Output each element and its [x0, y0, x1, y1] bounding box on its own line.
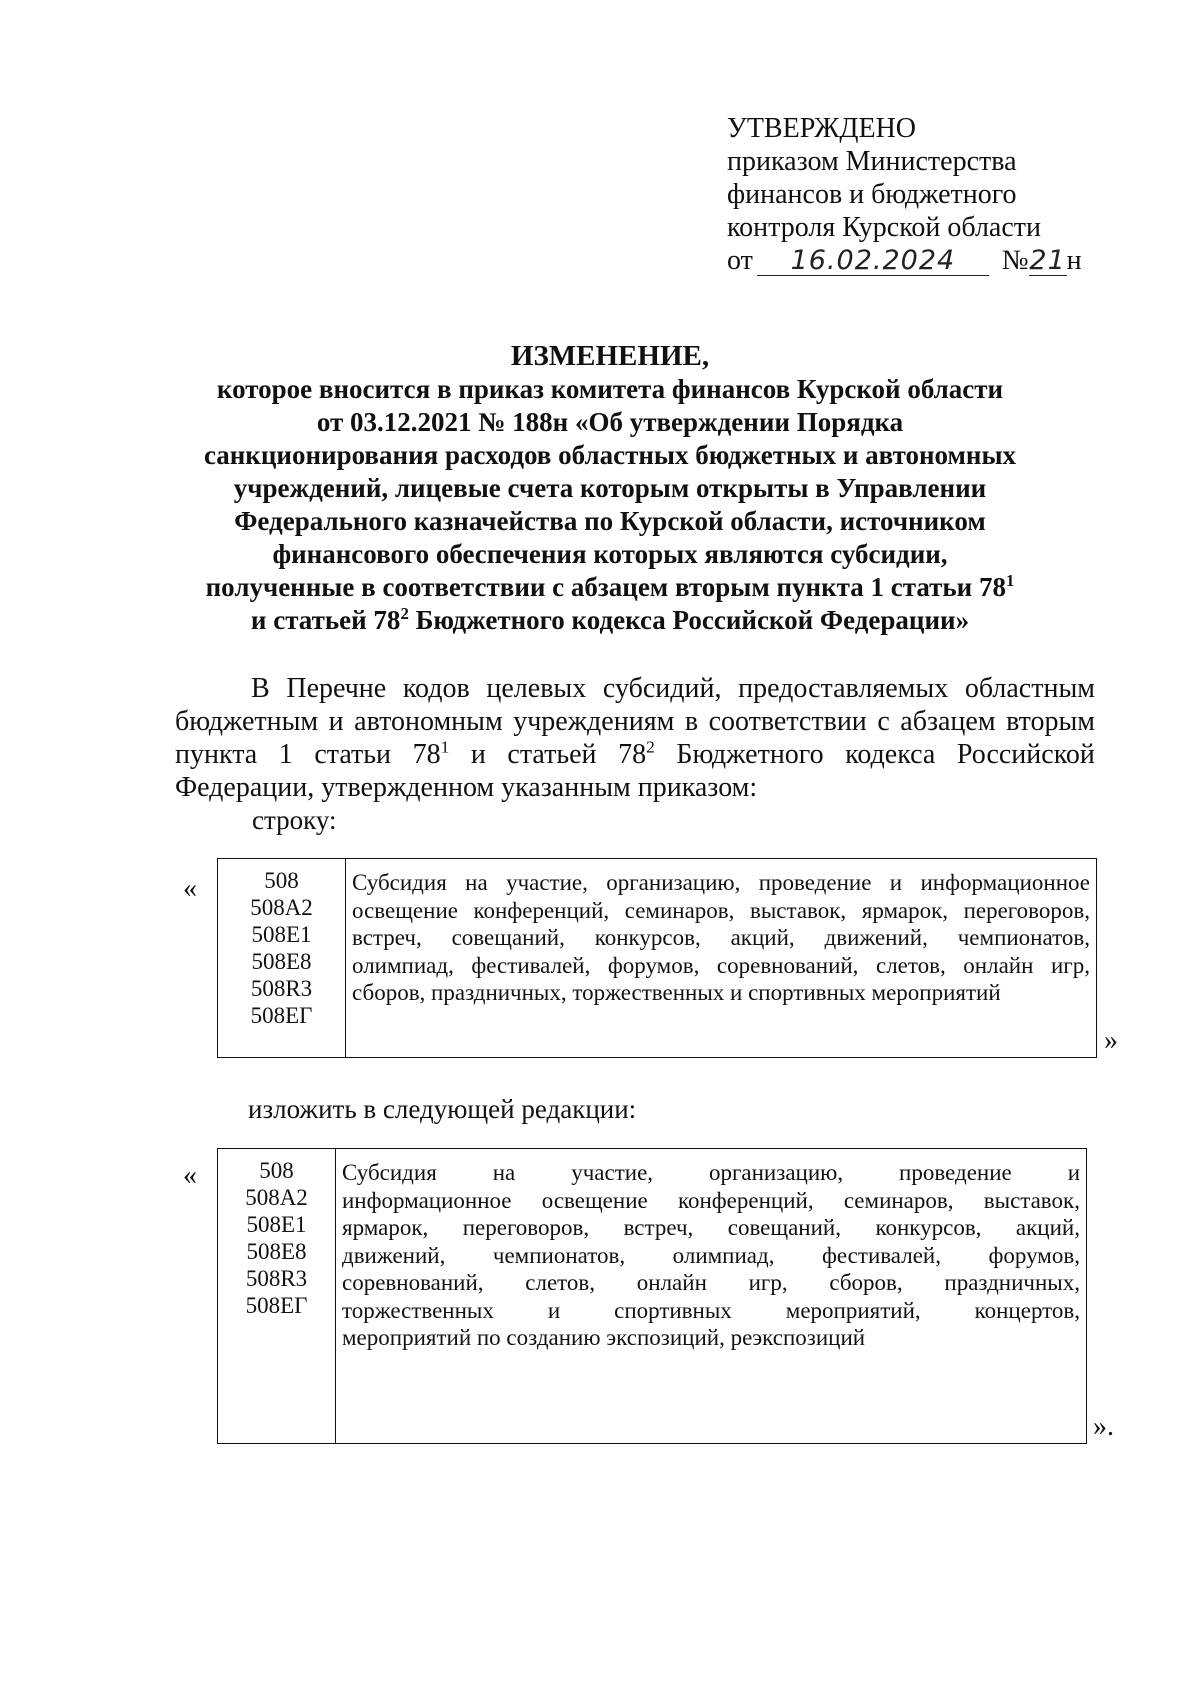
- desc-line: [342, 1297, 1080, 1325]
- word: вторым: [1006, 706, 1095, 737]
- open-quote-2: «: [183, 1160, 197, 1191]
- desc-line: [342, 1269, 1080, 1297]
- word: выставок,: [749, 897, 847, 923]
- word: чемпионатов,: [492, 1242, 626, 1268]
- approval-title: УТВЕРЖДЕНО: [727, 113, 917, 144]
- word: участие,: [506, 870, 588, 895]
- word: фестивалей,: [471, 952, 591, 978]
- desc-line: [352, 924, 1090, 952]
- desc-line: [342, 1159, 1080, 1187]
- heading-line-8: [150, 604, 1070, 637]
- word: Российской: [956, 739, 1095, 770]
- open-quote-1: «: [183, 873, 197, 904]
- word: чемпионатов,: [957, 925, 1090, 950]
- description-cell: [346, 859, 1097, 1058]
- body-line-1: [175, 672, 1095, 705]
- word: участие,: [571, 1160, 654, 1185]
- desc-line: [342, 1242, 1080, 1270]
- word: ярмарок,: [342, 1215, 429, 1240]
- codes-cell: [218, 1149, 336, 1444]
- approval-date-line: [727, 244, 1082, 277]
- word: кодов: [402, 673, 470, 704]
- new-codes-table: [217, 1148, 1087, 1444]
- word: организацию,: [708, 1160, 844, 1185]
- word: субсидий,: [602, 673, 722, 704]
- word: фестивалей,: [822, 1242, 941, 1268]
- word: слетов,: [875, 952, 946, 978]
- desc-line: [342, 1214, 1080, 1242]
- approval-line-2: финансов и бюджетного: [727, 179, 1017, 210]
- word: организацию,: [606, 870, 741, 895]
- heading-line-4: учреждений, лицевые счета которым открыты в Управлении: [233, 473, 987, 503]
- word: и: [547, 1297, 561, 1323]
- word: предоставляемых: [738, 673, 949, 704]
- code: 508Е8: [251, 949, 312, 974]
- word: форумов,: [607, 952, 700, 978]
- word: Бюджетного: [676, 739, 824, 770]
- word: статьей: [507, 739, 597, 770]
- approval-line-1: приказом Министерства: [727, 146, 1017, 177]
- word: спортивных: [614, 1297, 732, 1323]
- label-replace: изложить в следующей редакции:: [248, 1094, 637, 1124]
- word: статьи: [314, 739, 392, 770]
- word: мероприятий,: [785, 1297, 921, 1323]
- word: торжественных: [342, 1297, 494, 1323]
- word: Перечне: [286, 673, 387, 704]
- word: слетов,: [525, 1270, 596, 1295]
- word: соревнований,: [342, 1270, 484, 1295]
- heading-line-2: от 03.12.2021 № 188н «Об утверждении Порядка: [316, 407, 904, 437]
- body-paragraph: [175, 672, 1095, 804]
- word: 1: [278, 739, 293, 770]
- word: конкурсов,: [594, 925, 701, 950]
- word: переговоров,: [963, 897, 1090, 923]
- code: 508ЕГ: [245, 1293, 308, 1318]
- word: освещение: [541, 1187, 648, 1213]
- word: на: [465, 870, 488, 895]
- body-line-3: [175, 738, 1095, 771]
- word: и: [328, 706, 344, 737]
- desc-line: мероприятий по созданию экспозиций, реэкспозиций: [342, 1325, 866, 1350]
- word: онлайн: [636, 1270, 707, 1295]
- word: 78: [618, 739, 647, 770]
- date-prefix: от: [727, 245, 753, 276]
- word: проведение: [758, 870, 872, 895]
- heading-title: ИЗМЕНЕНИЕ,: [510, 340, 710, 372]
- code: 508А2: [250, 895, 313, 920]
- superscript: 1: [440, 737, 450, 757]
- code: 508Е8: [246, 1239, 307, 1264]
- approval-block: [727, 112, 1082, 277]
- word: встреч,: [352, 925, 422, 950]
- word: учреждениям: [513, 706, 675, 737]
- heading-sup-2: 2: [400, 604, 409, 623]
- word: Субсидия: [342, 1160, 437, 1185]
- superscript: 2: [646, 737, 655, 757]
- code: 508Е1: [251, 922, 312, 947]
- number-sign: №: [1001, 245, 1029, 276]
- desc-line: [352, 897, 1090, 925]
- table-row: [218, 1149, 1087, 1444]
- word: встреч,: [623, 1215, 694, 1240]
- heading-line-8-end: Бюджетного кодекса Российской Федерации»: [408, 605, 970, 635]
- body-line-4: Федерации, утвержденном указанным приказом:: [175, 772, 758, 803]
- word: 78: [412, 739, 441, 770]
- heading-line-5: Федерального казначейства по Курской области, источником: [234, 506, 986, 536]
- word: совещаний,: [451, 925, 565, 950]
- codes-cell: [218, 859, 346, 1058]
- word: областным: [964, 673, 1095, 704]
- word: целевых: [486, 673, 587, 704]
- word: информационное: [342, 1187, 512, 1213]
- word: семинаров,: [843, 1187, 954, 1213]
- old-codes-table: [217, 858, 1097, 1058]
- heading-line-8-start: и статьей 78: [250, 605, 401, 635]
- word: акций,: [1015, 1215, 1080, 1240]
- word: конференций,: [473, 897, 610, 923]
- word: с: [877, 706, 890, 737]
- code: 508: [264, 868, 299, 893]
- handwritten-number: 21: [1029, 245, 1066, 276]
- word: семинаров,: [624, 897, 735, 923]
- close-quote-1: »: [1104, 1025, 1118, 1056]
- word: конкурсов,: [875, 1215, 982, 1240]
- word: освещение: [352, 897, 458, 923]
- word: конференций,: [677, 1187, 814, 1213]
- word: проведение: [899, 1160, 1012, 1185]
- number-suffix: н: [1066, 245, 1082, 276]
- handwritten-date: 16.02.2024: [757, 247, 989, 276]
- word: соответствии: [708, 706, 867, 737]
- word: движений,: [824, 925, 928, 950]
- heading-sup-1: 1: [1006, 571, 1015, 590]
- code: 508ЕГ: [250, 1003, 313, 1028]
- word: переговоров,: [462, 1215, 590, 1240]
- word: в: [684, 706, 699, 737]
- word: и: [1067, 1160, 1080, 1185]
- close-quote-2: ».: [1093, 1411, 1114, 1442]
- body-line-2: [175, 705, 1095, 738]
- heading-line-3: санкционирования расходов областных бюджетных и автономных: [203, 440, 1017, 470]
- desc-line: [352, 869, 1090, 897]
- word: концертов,: [974, 1297, 1080, 1323]
- word: праздничных,: [944, 1270, 1080, 1295]
- word: игр,: [748, 1270, 788, 1295]
- word: бюджетным: [175, 706, 319, 737]
- heading-line-7-text: полученные в соответствии с абзацем вторым пункта 1 статьи 78: [205, 572, 1006, 602]
- word-with-sup: [618, 738, 655, 771]
- word: совещаний,: [727, 1215, 841, 1240]
- word: онлайн: [963, 952, 1034, 978]
- word: В: [251, 673, 270, 704]
- desc-line: сборов, праздничных, торжественных и спортивных мероприятий: [352, 980, 1001, 1005]
- word: олимпиад,: [352, 952, 454, 978]
- word: пункта: [175, 739, 258, 770]
- word: ярмарок,: [861, 897, 949, 923]
- word: соревнований,: [716, 952, 859, 978]
- word: движений,: [342, 1242, 446, 1268]
- label-line: строку:: [252, 805, 337, 835]
- word: информационное: [920, 870, 1090, 895]
- word-with-sup: [413, 738, 450, 771]
- code: 508Е1: [246, 1212, 307, 1237]
- table-row: [218, 859, 1097, 1058]
- heading-line-1: которое вносится в приказ комитета финансов Курской области: [216, 374, 1004, 404]
- word: автономным: [354, 706, 503, 737]
- word: Субсидия: [352, 870, 447, 895]
- code: 508R3: [250, 976, 313, 1001]
- code: 508А2: [245, 1185, 308, 1210]
- word: сборов,: [829, 1270, 903, 1295]
- word: олимпиад,: [672, 1242, 775, 1268]
- desc-line: [352, 952, 1090, 980]
- approval-line-3: контроля Курской области: [727, 212, 1041, 243]
- word: на: [492, 1160, 516, 1185]
- word: кодекса: [845, 739, 936, 770]
- heading-line-7: [150, 571, 1070, 604]
- word: и: [889, 870, 903, 895]
- description-cell: [336, 1149, 1087, 1444]
- word: форумов,: [988, 1242, 1080, 1268]
- code: 508: [259, 1158, 294, 1183]
- word: и: [470, 739, 486, 770]
- code: 508R3: [245, 1266, 308, 1291]
- word: абзацем: [900, 706, 996, 737]
- word: акций,: [730, 925, 795, 950]
- desc-line: [342, 1187, 1080, 1215]
- word: игр,: [1050, 952, 1090, 978]
- document-heading: [150, 340, 1070, 637]
- word: выставок,: [983, 1187, 1080, 1213]
- heading-line-6: финансового обеспечения которых являются субсидии,: [272, 539, 948, 569]
